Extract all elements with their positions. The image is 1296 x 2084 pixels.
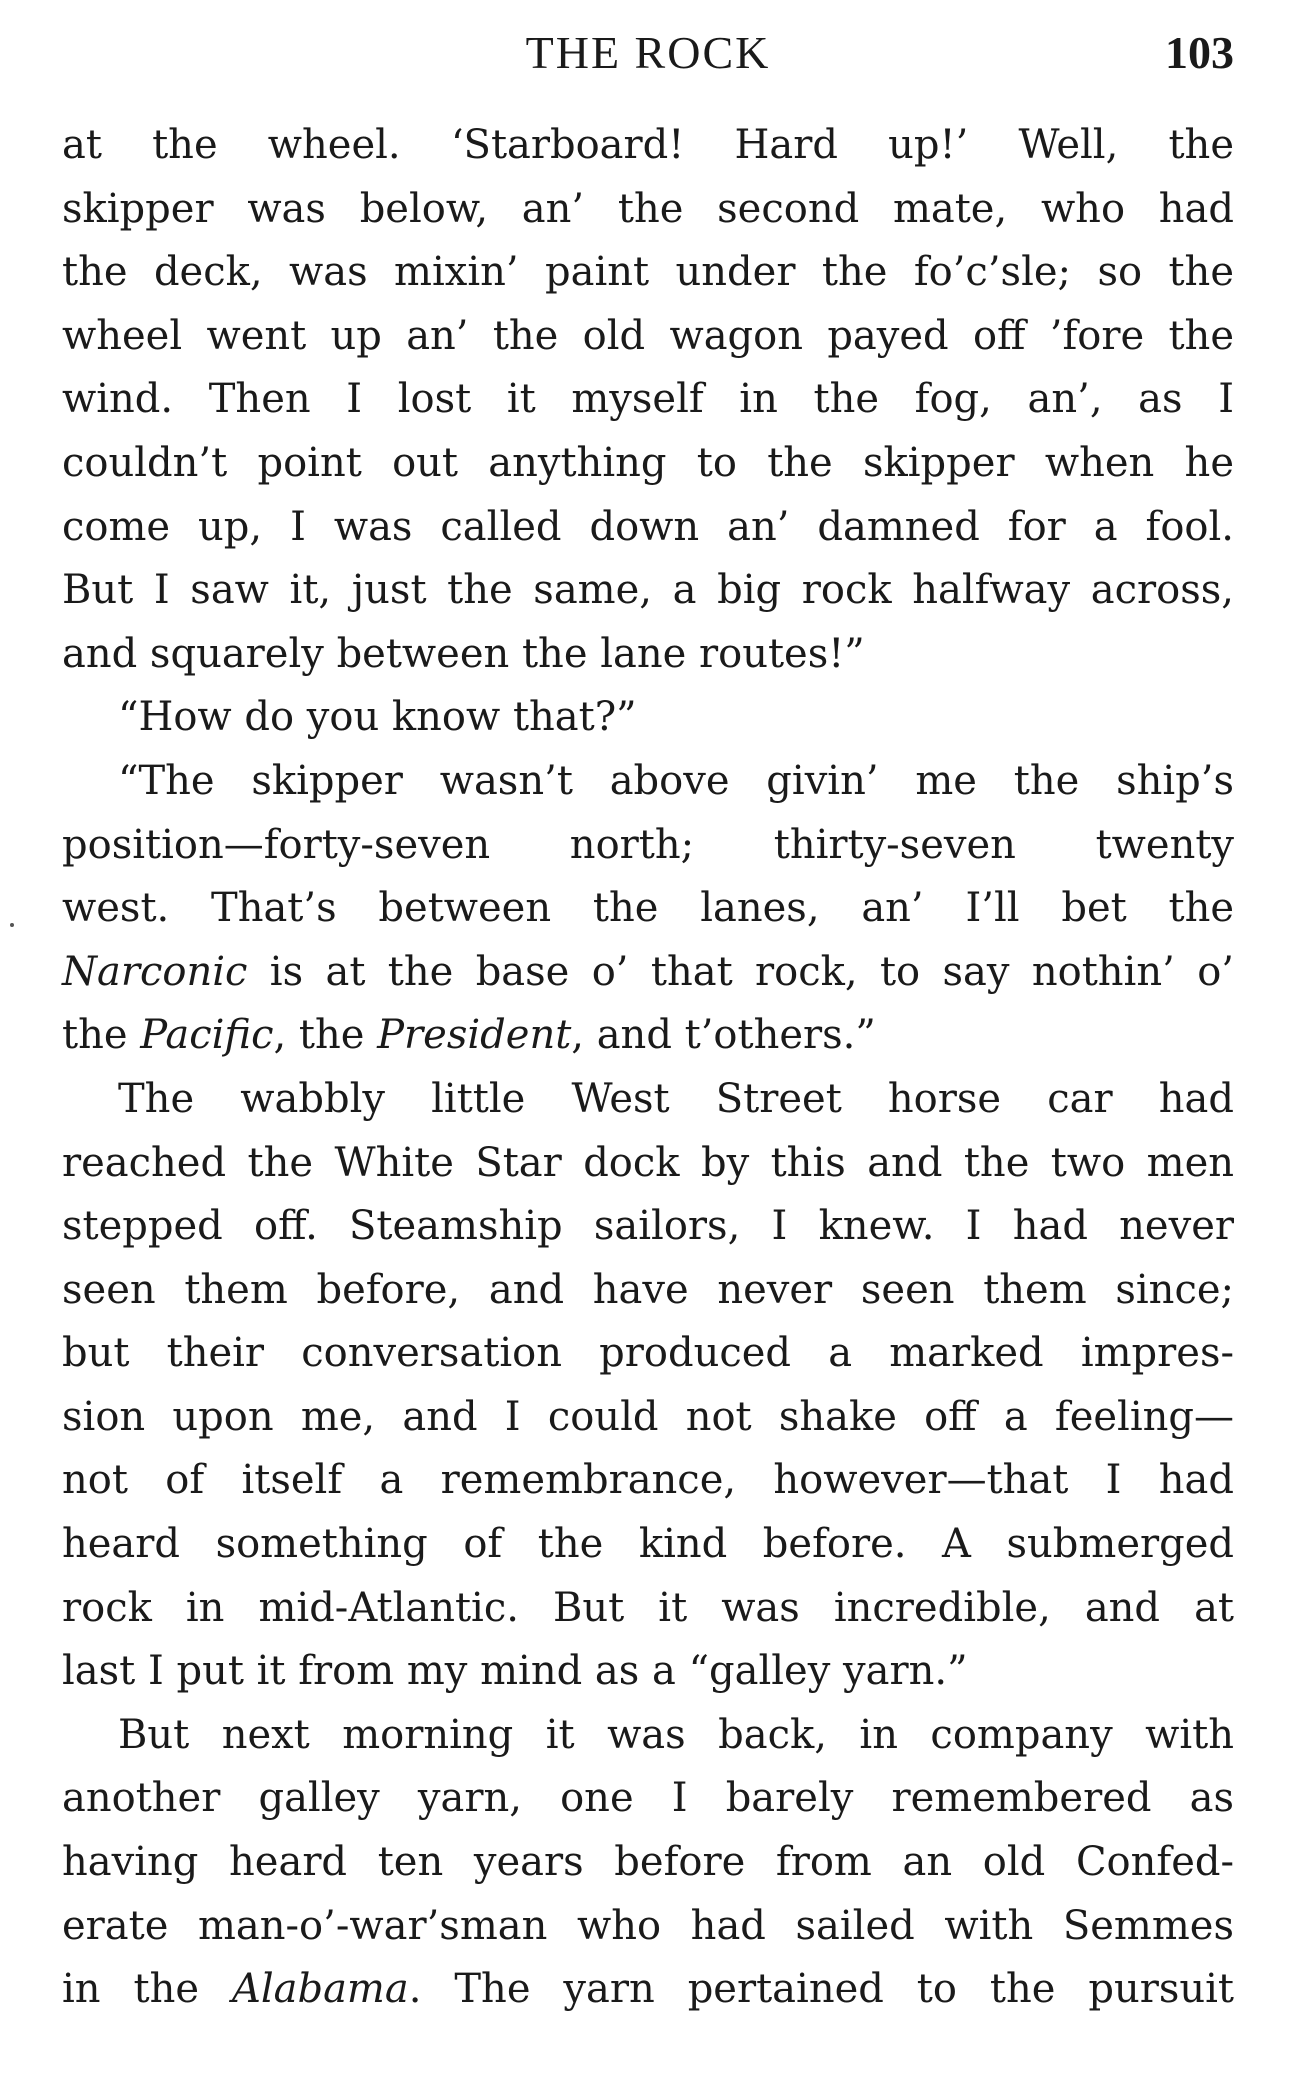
text-line: sion upon me, and I could not shake off a feeling—: [62, 1393, 1234, 1440]
text-line: “The skipper wasn’t above givin’ me the ship’s: [118, 757, 1234, 804]
italic-ship-name: Pacific: [140, 1012, 274, 1059]
text-line: and squarely between the lane routes!”: [62, 630, 865, 677]
text-line: skipper was below, an’ the second mate, who had: [62, 185, 1234, 232]
text-line: [62, 1958, 1234, 2022]
text-line: another galley yarn, one I barely remembered as: [62, 1775, 1234, 1822]
text-line: [62, 941, 1234, 1005]
text-line: couldn’t point out anything to the skipper when he: [62, 439, 1234, 486]
text-line: the deck, was mixin’ paint under the fo’c’sle; so the: [62, 249, 1234, 296]
text-line: but their conversation produced a marked impres-: [62, 1330, 1234, 1377]
text-line: But next morning it was back, in company with: [118, 1711, 1234, 1758]
text-line: heard something of the kind before. A submerged: [62, 1521, 1234, 1568]
text-line: wind. Then I lost it myself in the fog, an’, as I: [62, 376, 1234, 423]
text-line: position—forty-seven north; thirty-seven twenty: [62, 821, 1234, 868]
text-line: The wabbly little West Street horse car had: [118, 1075, 1234, 1122]
text-segment: . The yarn pertained to the pursuit: [408, 1966, 1234, 2013]
text-line: “How do you know that?”: [118, 694, 637, 741]
page-number: 103: [1165, 27, 1234, 78]
italic-ship-name: Alabama: [231, 1966, 409, 2013]
print-speck: [10, 923, 14, 927]
text-line: erate man-o’-war’sman who had sailed with Semmes: [62, 1902, 1234, 1949]
running-title: THE ROCK: [525, 27, 771, 78]
text-segment: the: [62, 1012, 141, 1059]
running-head: [62, 22, 1234, 82]
text-line: west. That’s between the lanes, an’ I’ll bet the: [62, 885, 1234, 932]
body-text: [62, 114, 1234, 2022]
text-line: at the wheel. ‘Starboard! Hard up!’ Well, the: [62, 122, 1234, 168]
text-segment: , the: [273, 1012, 378, 1059]
text-line: last I put it from my mind as a “galley yarn.”: [62, 1648, 968, 1695]
text-line: But I saw it, just the same, a big rock halfway across,: [62, 567, 1234, 614]
italic-ship-name: President: [377, 1012, 572, 1059]
text-line: reached the White Star dock by this and the two men: [62, 1139, 1234, 1186]
text-line: stepped off. Steamship sailors, I knew. I had never: [62, 1203, 1234, 1250]
text-line: having heard ten years before from an old Confed-: [62, 1839, 1234, 1886]
text-line: come up, I was called down an’ damned for a fool.: [62, 503, 1234, 550]
text-line: seen them before, and have never seen them since;: [62, 1266, 1234, 1313]
text-segment: in the: [62, 1966, 232, 2013]
text-line: wheel went up an’ the old wagon payed off ’fore the: [62, 312, 1234, 359]
text-line: rock in mid-Atlantic. But it was incredible, and at: [62, 1584, 1234, 1631]
italic-ship-name: Narconic: [62, 948, 248, 995]
text-line: [62, 1004, 1234, 1068]
text-line: not of itself a remembrance, however—that I had: [62, 1457, 1234, 1504]
text-segment: is at the base o’ that rock, to say nothin’ o’: [247, 948, 1234, 995]
text-segment: , and t’others.”: [571, 1012, 876, 1059]
